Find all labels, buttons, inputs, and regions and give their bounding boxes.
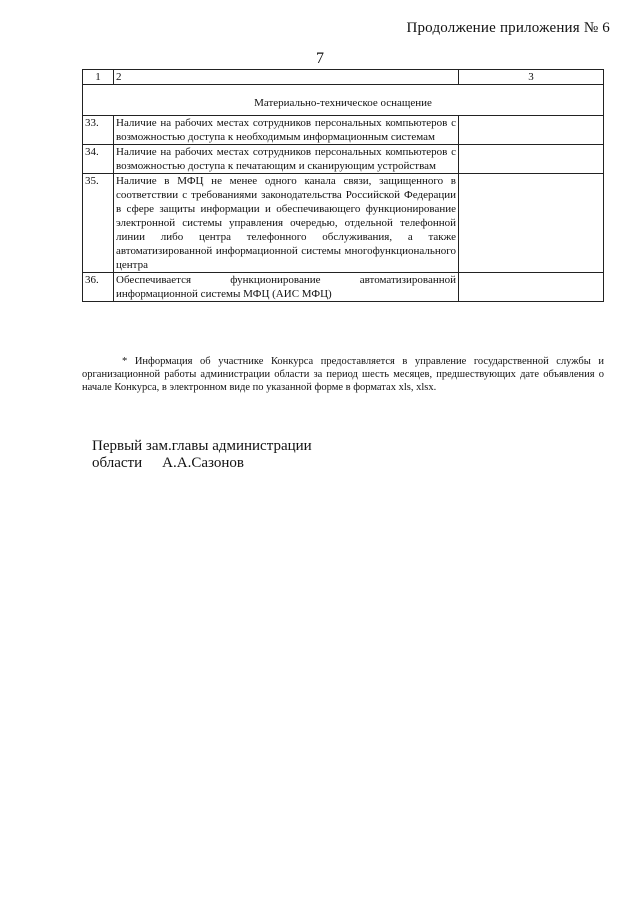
row-number: 36.	[83, 273, 114, 302]
row-number: 33.	[83, 116, 114, 145]
table-row	[83, 273, 604, 302]
column-number-3: 3	[459, 70, 604, 85]
page-number: 7	[316, 50, 324, 67]
column-number-row	[83, 70, 604, 85]
row-number: 34.	[83, 145, 114, 174]
signatory-name: А.А.Сазонов	[162, 455, 244, 471]
signatory-line2	[92, 455, 312, 472]
row-criterion-text: Наличие на рабочих местах сотрудников персональных компьютеров с возможностью доступа к необходимым информационным системам	[114, 116, 459, 145]
column-number-2: 2	[114, 70, 459, 85]
appendix-continuation-header: Продолжение приложения № 6	[406, 20, 610, 36]
signatory-position-line1: Первый зам.главы администрации	[92, 438, 312, 454]
criteria-table	[82, 69, 604, 302]
row-criterion-text: Наличие в МФЦ не менее одного канала связи, защищенного в соответствии с требованиями законодательства Российской Федерации в сфере защиты информации и обеспечивающего функционирование электронной системы управления очередью, отдельной телефонной линии либо центра телефонного обслуживания, а также автоматизированной информационной системы многофункционального центра	[114, 174, 459, 273]
footnote: * Информация об участнике Конкурса предоставляется в управление государственной службы и организационной работы администрации области за период шесть месяцев, предшествующих дате объявления о начале Конкурса, в электронном виде по указанной форме в форматах xls, xlsx.	[82, 356, 604, 393]
row-value-cell	[459, 145, 604, 174]
row-number: 35.	[83, 174, 114, 273]
row-criterion-text: Обеспечивается функционирование автоматизированной информационной системы МФЦ (АИС МФЦ)	[114, 273, 459, 302]
table-row	[83, 145, 604, 174]
table-row	[83, 116, 604, 145]
table-row	[83, 174, 604, 273]
section-title: Материально-техническое оснащение	[83, 85, 604, 116]
section-header-row	[83, 85, 604, 116]
signature-block	[92, 438, 312, 472]
signatory-position-line2: области	[92, 455, 143, 471]
row-criterion-text: Наличие на рабочих местах сотрудников персональных компьютеров с возможностью доступа к печатающим и сканирующим устройствам	[114, 145, 459, 174]
column-number-1: 1	[83, 70, 114, 85]
row-value-cell	[459, 116, 604, 145]
row-value-cell	[459, 273, 604, 302]
row-value-cell	[459, 174, 604, 273]
